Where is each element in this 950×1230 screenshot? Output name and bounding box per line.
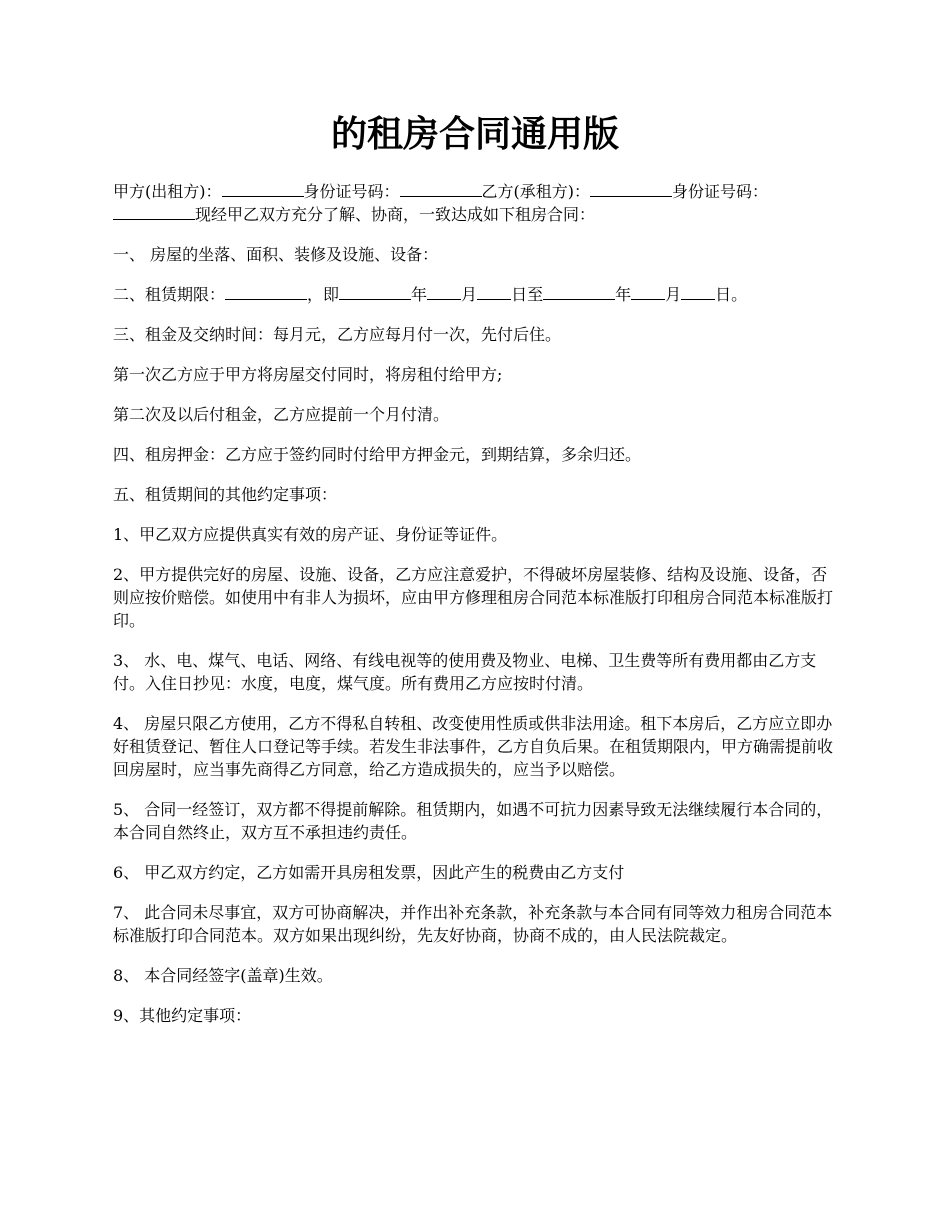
clause-paragraph: 一、 房屋的坐落、面积、装修及设施、设备： xyxy=(113,245,439,264)
party-b-id-label: 身份证号码： xyxy=(672,182,769,201)
clause-paragraph: 五、租赁期间的其他约定事项： xyxy=(113,485,338,504)
clause-paragraph: 1、甲乙双方应提供真实有效的房产证、身份证等证件。 xyxy=(113,525,508,544)
lease-term-paragraph xyxy=(113,283,840,306)
clause-paragraph: 2、甲方提供完好的房屋、设施、设备，乙方应注意爱护，不得破坏房屋装修、结构及设施、设备，否则应按价赔偿。如使用中有非人为损坏，应由甲方修理租房合同范本标准版打印租房合同范本标准版打印。 xyxy=(113,565,834,630)
document-title: 的租房合同通用版 xyxy=(330,114,619,155)
clause-paragraph: 四、租房押金：乙方应于签约同时付给甲方押金元，到期结算，多余归还。 xyxy=(113,445,642,464)
party-a-label: 甲方(出租方)： xyxy=(113,182,222,201)
party-b-label: 乙方(承租方)： xyxy=(481,182,591,201)
end-month-blank xyxy=(631,285,665,300)
start-day-blank xyxy=(477,285,511,300)
clause-paragraph: 7、 此合同未尽事宜，双方可协商解决，并作出补充条款，补充条款与本合同有同等效力租房合同范本标准版打印合同范本。双方如果出现纠纷，先友好协商，协商不成的，由人民法院裁定。 xyxy=(113,903,833,945)
document-body xyxy=(113,180,840,1044)
lease-term-label: 二、租赁期限： xyxy=(113,285,226,304)
start-year-blank xyxy=(339,285,411,300)
clause-paragraph: 三、租金及交纳时间：每月元，乙方应每月付一次，先付后住。 xyxy=(113,325,562,344)
party-a-id-label: 身份证号码： xyxy=(303,182,400,201)
year-label: 年 xyxy=(411,285,428,304)
clause-paragraph: 3、 水、电、煤气、电话、网络、有线电视等的使用费及物业、电梯、卫生费等所有费用都由乙方支付。入住日抄见：水度，电度，煤气度。所有费用乙方应按时付清。 xyxy=(113,651,817,693)
party-b-id-blank xyxy=(113,205,195,220)
intro-paragraph xyxy=(113,180,840,226)
end-year-blank xyxy=(543,285,615,300)
end-day-blank xyxy=(681,285,715,300)
party-b-blank xyxy=(590,182,672,197)
clause-paragraph: 4、 房屋只限乙方使用，乙方不得私自转租、改变使用性质或供非法用途。租下本房后，乙方应立即办好租赁登记、暂住人口登记等手续。若发生非法事件，乙方自负后果。在租赁期限内，甲方确需提前收回房屋时，应当事先商得乙方同意，给乙方造成损失的，应当予以赔偿。 xyxy=(113,714,834,779)
lease-term-text: ，即 xyxy=(307,285,340,304)
lease-term-blank xyxy=(225,285,307,300)
party-a-id-blank xyxy=(400,182,482,197)
clause-paragraph: 第二次及以后付租金，乙方应提前一个月付清。 xyxy=(113,405,450,424)
party-a-blank xyxy=(222,182,304,197)
clause-paragraph: 8、 本合同经签字(盖章)生效。 xyxy=(113,966,333,985)
day-label: 日。 xyxy=(715,285,748,304)
day-to-label: 日至 xyxy=(511,285,544,304)
intro-text: 现经甲乙双方充分了解、协商，一致达成如下租房合同： xyxy=(195,205,596,224)
month-label: 月 xyxy=(665,285,682,304)
clause-paragraph: 第一次乙方应于甲方将房屋交付同时，将房租付给甲方; xyxy=(113,365,503,384)
clause-paragraph: 6、 甲乙双方约定，乙方如需开具房租发票，因此产生的税费由乙方支付 xyxy=(113,863,625,882)
clause-paragraph: 9、其他约定事项： xyxy=(113,1006,252,1025)
year-label: 年 xyxy=(615,285,632,304)
start-month-blank xyxy=(427,285,461,300)
month-label: 月 xyxy=(461,285,478,304)
clause-paragraph: 5、 合同一经签订，双方都不得提前解除。租赁期内，如遇不可抗力因素导致无法继续履行本合同的，本合同自然终止，双方互不承担违约责任。 xyxy=(113,800,833,842)
